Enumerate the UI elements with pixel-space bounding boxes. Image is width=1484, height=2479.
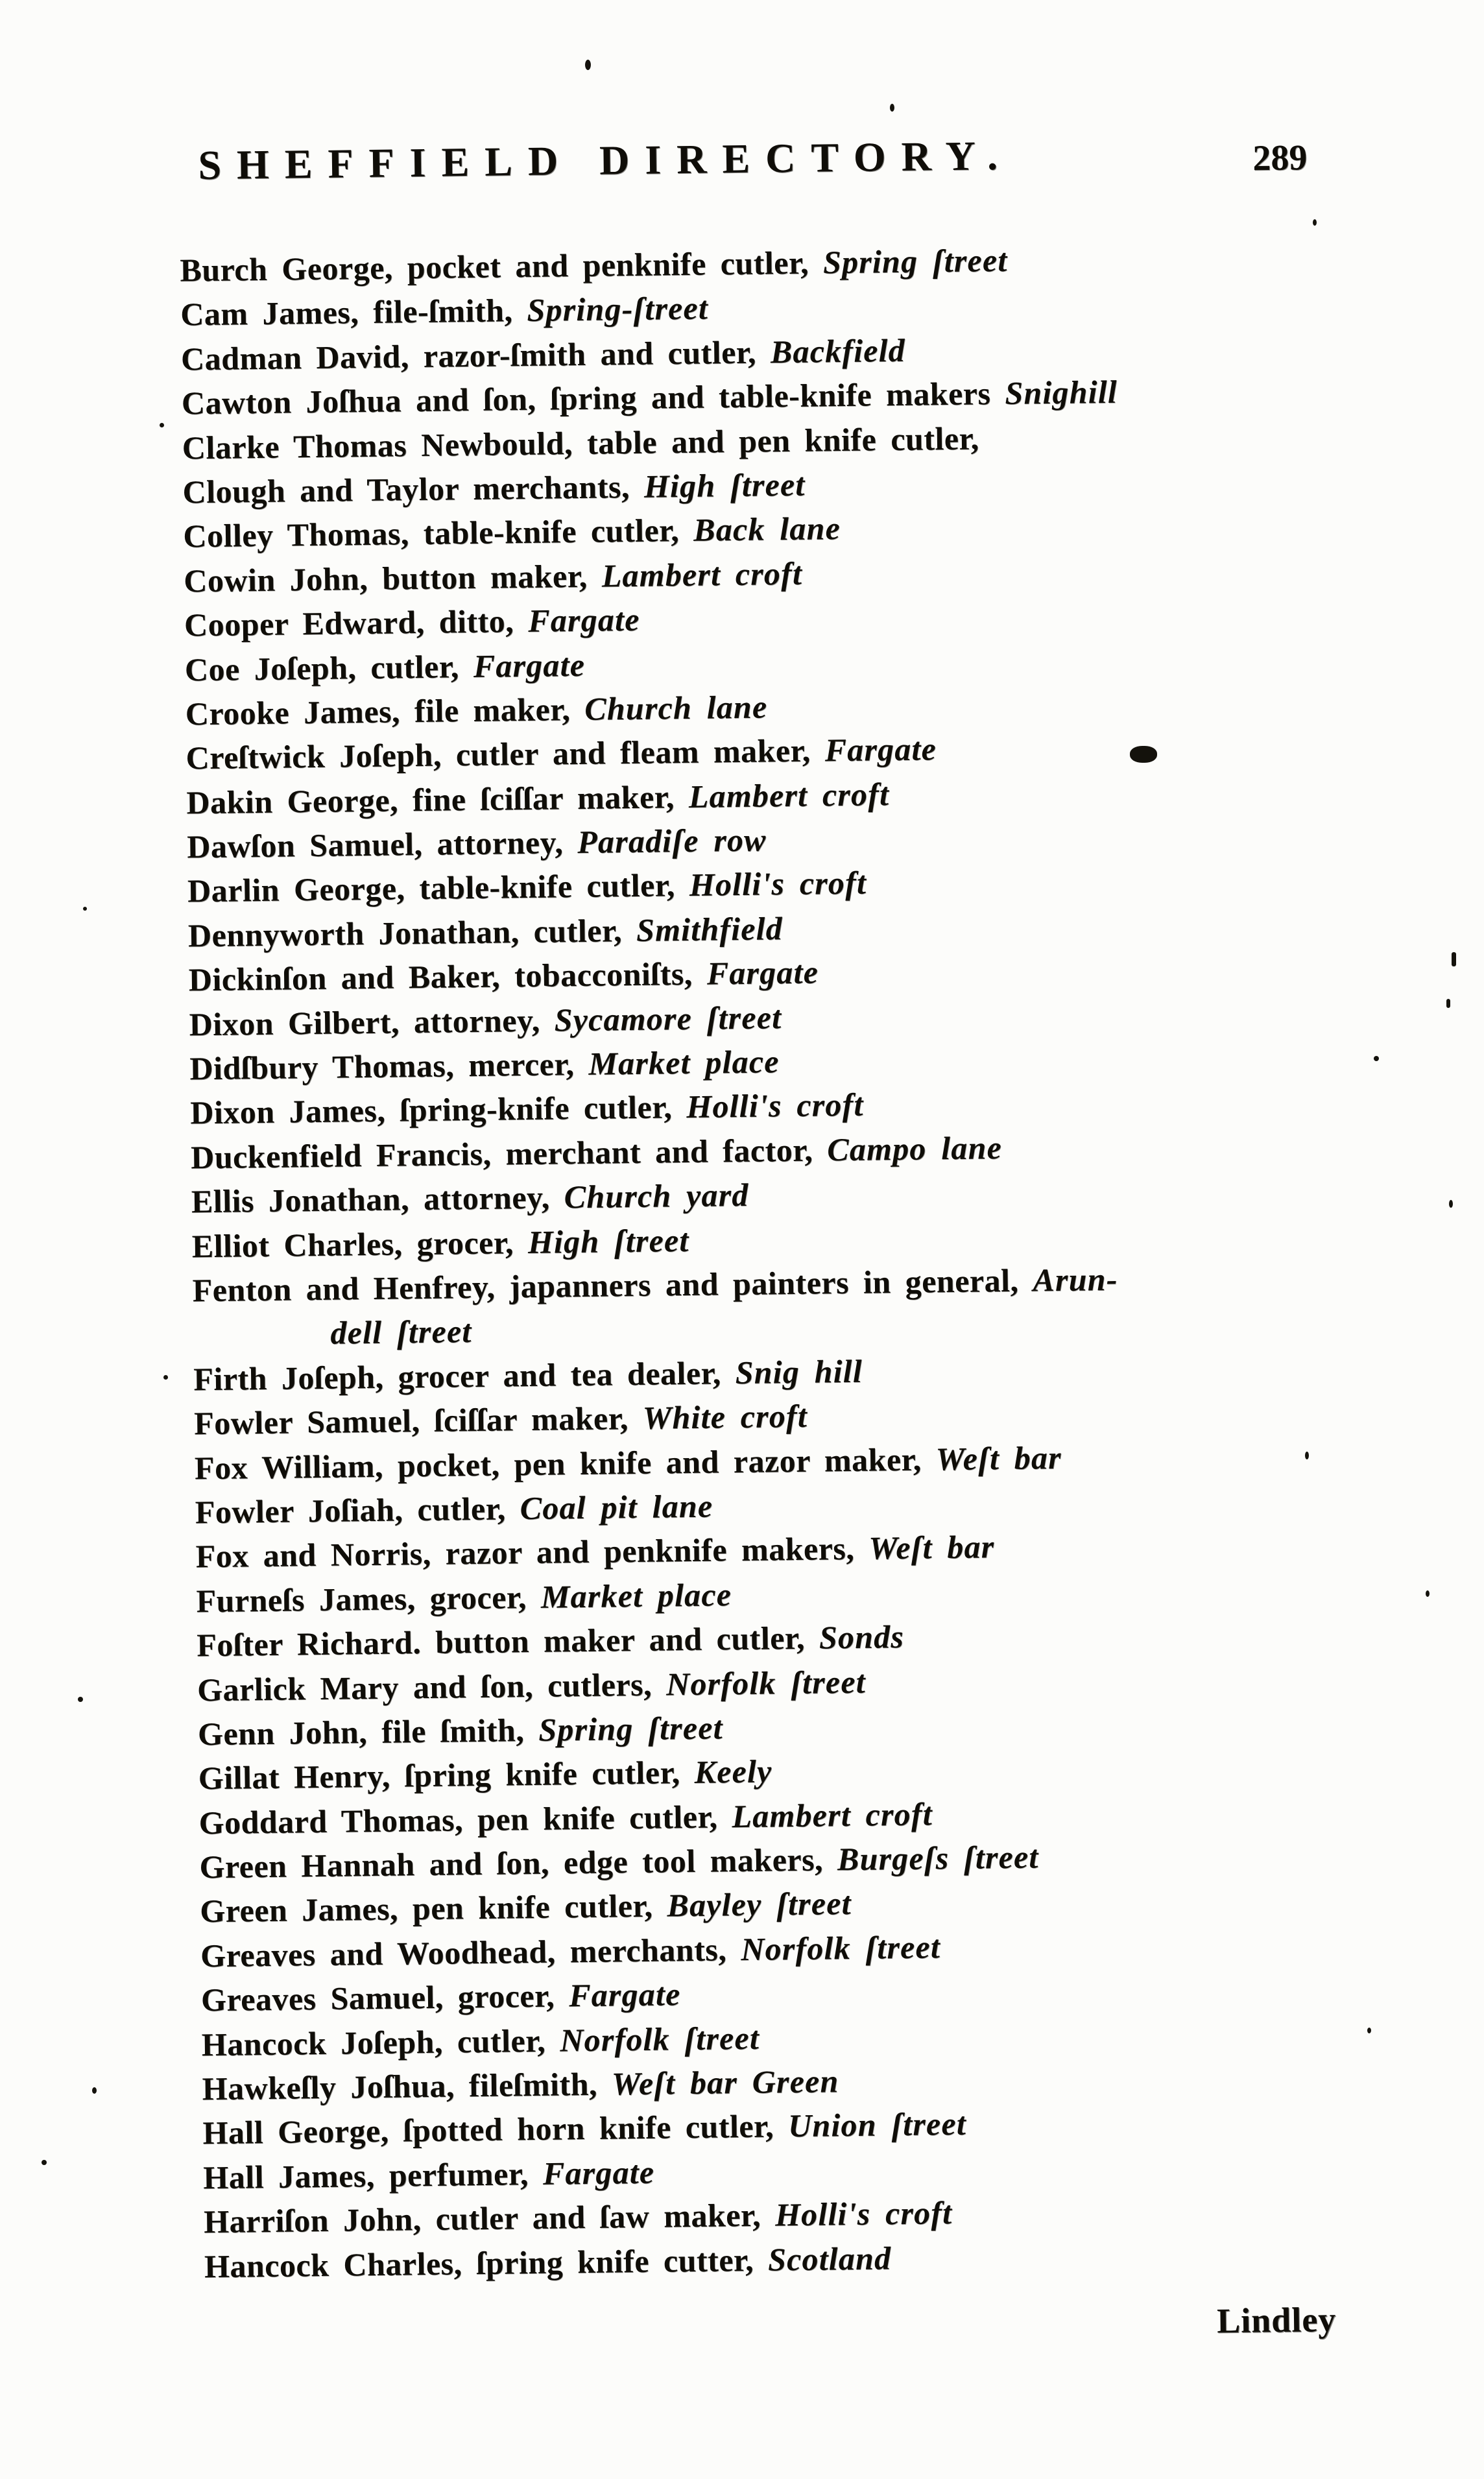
entry-place: Burgeſs ſtreet (837, 1838, 1039, 1878)
ink-speck (1367, 2028, 1371, 2033)
entry-place: Norfolk ſtreet (559, 2019, 760, 2059)
entry-name-trade: Didſbury Thomas, mercer, (189, 1045, 589, 1087)
entry-place: Church yard (564, 1177, 749, 1216)
directory-list (180, 234, 1411, 2288)
entry-name-trade: Greaves Samuel, grocer, (200, 1977, 569, 2018)
entry-name-trade: Colley Thomas, table-knife cutler, (183, 512, 694, 555)
entry-name-trade: Hancock Charles, ſpring knife cutter, (204, 2241, 769, 2284)
entry-name-trade: Fox William, pocket, pen knife and razor maker, (194, 1440, 937, 1486)
entry-place: Coal pit lane (520, 1487, 713, 1527)
entry-place: Fargate (473, 646, 586, 684)
entry-place: Back lane (693, 510, 841, 549)
ink-speck (1130, 746, 1157, 763)
entry-place: Lambert croft (732, 1795, 933, 1834)
entry-place: High ſtreet (527, 1221, 689, 1260)
ink-speck (1446, 999, 1450, 1008)
entry-place: dell ſtreet (330, 1313, 472, 1352)
entry-name-trade: Dickinſon and Baker, tobacconiſts, (188, 955, 708, 998)
entry-name-trade: Dennyworth Jonathan, cutler, (187, 911, 637, 954)
entry-place: Scotland (767, 2239, 892, 2278)
entry-name-trade: Clough and Taylor merchants, (182, 468, 645, 510)
entry-name-trade: Duckenfield Francis, merchant and factor, (190, 1131, 828, 1176)
entry-name-trade: Goddard Thomas, pen knife cutler, (198, 1797, 732, 1841)
entry-place: Smithfield (636, 910, 784, 948)
page-number: 289 (1252, 138, 1308, 179)
ink-speck (1374, 1056, 1379, 1061)
entry-name-trade: Foſter Richard. button maker and cutler, (196, 1619, 820, 1664)
entry-place: Spring-ſtreet (527, 289, 709, 329)
entry-place: Keely (694, 1753, 772, 1791)
ink-speck (890, 104, 894, 112)
entry-place: Fargate (706, 953, 819, 992)
ink-speck (585, 60, 591, 70)
entry-name-trade: Cawton Joſhua and ſon, ſpring and table-knife makers (181, 375, 1005, 422)
ink-speck (42, 2160, 47, 2165)
entry-place: Church lane (584, 688, 768, 727)
ink-speck (1449, 1200, 1453, 1208)
entry-name-trade: Hawkeſly Joſhua, fileſmith, (202, 2065, 612, 2107)
entry-name-trade: Dixon Gilbert, attorney, (189, 1001, 555, 1043)
entry-name-trade: Crooke James, file maker, (185, 690, 585, 732)
entry-place: Fargate (527, 601, 640, 640)
entry-place: Fargate (568, 1976, 681, 2014)
entry-place: High ſtreet (643, 466, 806, 505)
entry-place: Backfield (770, 331, 906, 370)
entry-place: Lambert croft (688, 775, 890, 815)
entry-place: Weſt bar (935, 1439, 1062, 1477)
entry-place: Sonds (819, 1618, 905, 1656)
ink-speck (160, 423, 164, 427)
ink-speck (1313, 219, 1317, 226)
ink-speck (1452, 952, 1456, 966)
entry-place: Holli's croft (774, 2194, 953, 2233)
entry-name-trade: Green Hannah and ſon, edge tool makers, (199, 1841, 838, 1886)
entry-place: White croft (642, 1397, 808, 1437)
entry-name-trade: Cooper Edward, ditto, (184, 603, 529, 643)
entry-name-trade: Hall James, perfumer, (202, 2155, 544, 2196)
entry-place: Sycamore ſtreet (554, 998, 782, 1038)
entry-place: Weſt bar Green (611, 2063, 839, 2102)
ink-speck (78, 1697, 83, 1702)
entry-place: Holli's croft (689, 865, 867, 904)
entry-name-trade: Hancock Joſeph, cutler, (201, 2022, 560, 2063)
catchword: Lindley (1216, 2299, 1337, 2341)
entry-name-trade: Furneſs James, grocer, (196, 1578, 542, 1620)
entry-name-trade: Darlin George, table-knife cutler, (187, 867, 690, 909)
entry-name-trade: Fenton and Henfrey, japanners and painters in general, (192, 1262, 1033, 1309)
entry-place: Market place (588, 1043, 780, 1082)
entry-name-trade: Ellis Jonathan, attorney, (191, 1179, 565, 1220)
entry-place: Market place (540, 1575, 732, 1615)
entry-place: Bayley ſtreet (667, 1885, 852, 1924)
entry-name-trade: Fowler Samuel, ſciſſar maker, (193, 1400, 643, 1442)
entry-name-trade: Cowin John, button maker, (183, 557, 603, 599)
entry-name-trade: Greaves and Woodhead, merchants, (200, 1930, 741, 1974)
entry-name-trade: Coe Joſeph, cutler, (184, 647, 474, 688)
entry-name-trade: Fox and Norris, razor and penknife makers, (195, 1530, 869, 1575)
entry-name-trade: Burch George, pocket and penknife cutler, (180, 244, 824, 289)
entry-name-trade: Harriſon John, cutler and ſaw maker, (203, 2196, 776, 2240)
entry-place: Snig hill (735, 1352, 863, 1391)
entry-place: Spring ſtreet (538, 1709, 723, 1748)
entry-name-trade: Hall George, ſpotted horn knife cutler, (202, 2107, 789, 2151)
entry-name-trade: Dawſon Samuel, attorney, (186, 824, 578, 865)
entry-name-trade: Fowler Joſiah, cutler, (195, 1490, 521, 1531)
entry-name-trade: Firth Joſeph, grocer and tea dealer, (193, 1354, 736, 1398)
entry-name-trade: Gillat Henry, ſpring knife cutler, (198, 1754, 695, 1797)
page-header (0, 126, 1474, 215)
entry-place: Fargate (542, 2153, 655, 2192)
entry-name-trade: Green James, pen knife cutler, (199, 1887, 667, 1930)
ink-speck (163, 1375, 168, 1380)
entry-name-trade: Dakin George, fine ſciſſar maker, (186, 778, 689, 821)
page-title: SHEFFIELD DIRECTORY. (198, 132, 1014, 189)
ink-speck (92, 2087, 97, 2094)
entry-name-trade: Clarke Thomas Newbould, table and pen knife cutler, (182, 420, 979, 466)
entry-place: Snighill (1005, 374, 1118, 412)
entry-name-trade: Elliot Charles, grocer, (191, 1223, 529, 1264)
entry-place: Paradiſe row (577, 821, 767, 861)
ink-speck (83, 907, 87, 911)
entry-name-trade: Cam James, file-ſmith, (180, 292, 527, 333)
entry-place: Fargate (824, 730, 937, 769)
entry-name-trade: Creſtwick Joſeph, cutler and fleam maker, (186, 732, 825, 776)
entry-place: Campo lane (826, 1129, 1003, 1168)
entry-place: Spring ſtreet (822, 241, 1008, 281)
entry-place: Union ſtreet (787, 2105, 967, 2144)
entry-name-trade: Genn John, file ſmith, (197, 1711, 539, 1753)
ink-speck (1305, 1452, 1309, 1459)
entry-place: Norfolk ſtreet (665, 1663, 867, 1703)
entry-place: Lambert croft (601, 555, 803, 594)
ink-speck (1426, 1590, 1430, 1597)
entry-place: Holli's croft (686, 1086, 864, 1125)
entry-place: Weſt bar (868, 1528, 995, 1566)
entry-name-trade: Dixon James, ſpring-knife cutler, (189, 1088, 687, 1131)
entry-name-trade: Garlick Mary and ſon, cutlers, (197, 1666, 667, 1708)
entry-place: Norfolk ſtreet (740, 1928, 941, 1967)
entry-place: Arun- (1033, 1260, 1118, 1299)
entry-name-trade: Cadman David, razor-ſmith and cutler, (180, 333, 771, 377)
